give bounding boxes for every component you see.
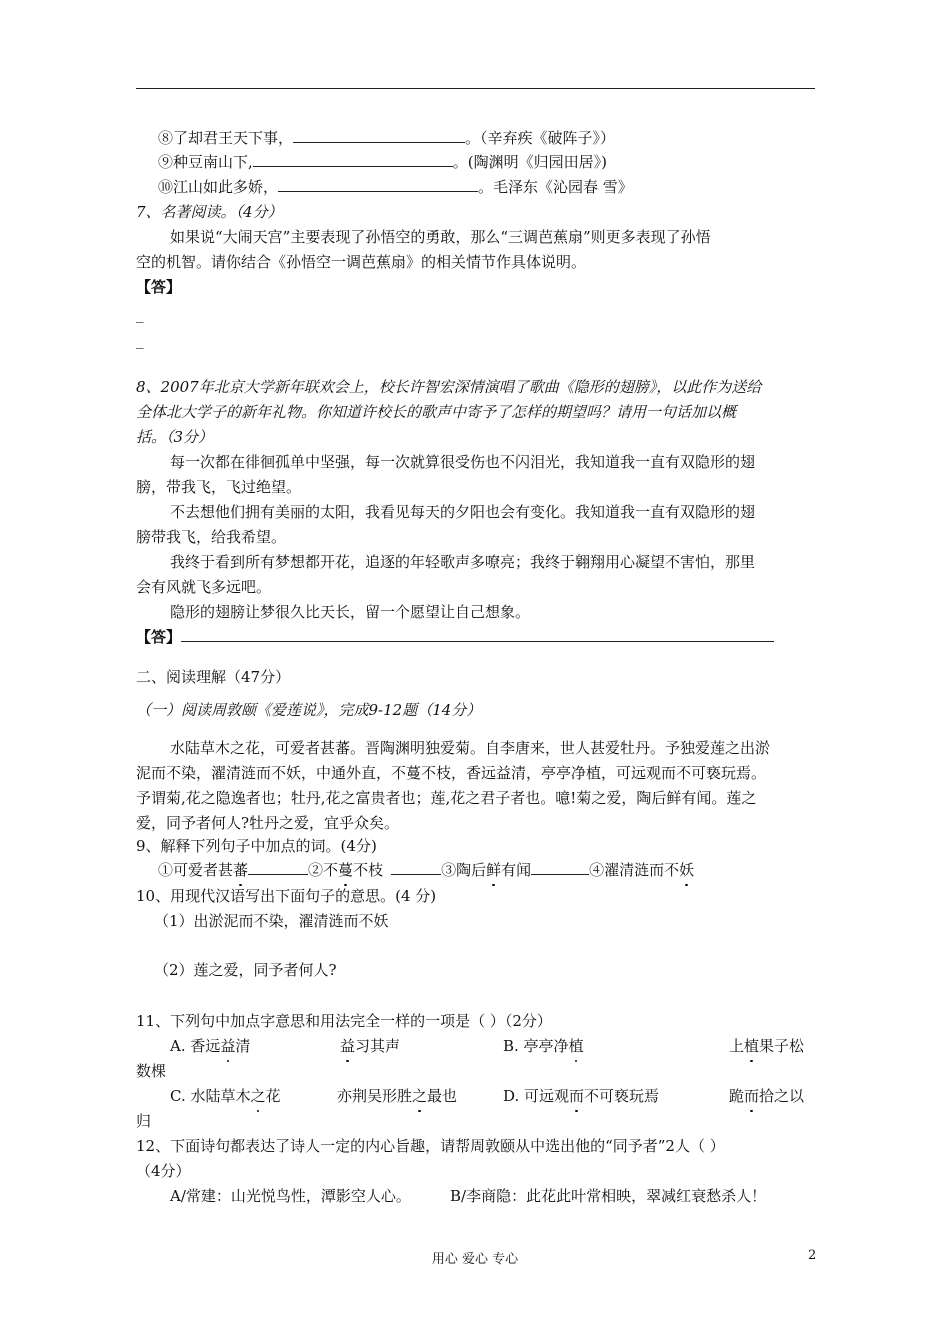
lyric-text: 膀，带我飞，飞过绝望。 bbox=[136, 478, 302, 496]
fill-item-10: ⑩江山如此多娇， 。毛泽东《沁园春 雪》 bbox=[158, 178, 633, 196]
q11-option-d-compare: 跪而拾之以 bbox=[729, 1087, 805, 1105]
q11-option-a: A. 香远益清 bbox=[170, 1037, 251, 1055]
lyric-text: 不去想他们拥有美丽的太阳，我看见每天的夕阳也会有变化。我知道我一直有双隐形的翅 bbox=[170, 503, 756, 521]
lyric-text: 每一次都在徘徊孤单中坚强，每一次就算很受伤也不闪泪光，我知道我一直有双隐形的翅 bbox=[170, 453, 756, 471]
q12-option-b: B/李商隐：此花此叶常相映，翠减红衰愁杀人！ bbox=[450, 1187, 767, 1205]
q11-option-c: C. 水陆草木之花 bbox=[170, 1087, 281, 1105]
q11-title: 11、下列句中加点字意思和用法完全一样的一项是（ ）（2分） bbox=[136, 1012, 552, 1030]
fill-item-8: ⑧了却君王天下事， 。（辛弃疾《破阵子》） bbox=[158, 129, 616, 147]
q12-option-a: A/常建：山光悦鸟性，潭影空人心。 bbox=[170, 1187, 411, 1205]
passage-text: 泥而不染，濯清涟而不妖，中通外直，不蔓不枝，香远益清，亭亭净植，可远观而不可亵玩焉。 bbox=[136, 764, 767, 782]
answer-mark: _ bbox=[136, 331, 144, 349]
q7-title: 7、名著阅读。（4分） bbox=[136, 203, 283, 221]
answer-blank[interactable] bbox=[531, 860, 589, 875]
lyric-text: 隐形的翅膀让梦很久比天长，留一个愿望让自己想象。 bbox=[170, 603, 531, 621]
q11-wrap: 数棵 bbox=[136, 1062, 167, 1080]
q11-option-c-compare: 亦荆吴形胜之最也 bbox=[337, 1087, 458, 1105]
answer-blank[interactable] bbox=[278, 177, 478, 192]
page-number: 2 bbox=[808, 1248, 817, 1263]
q12-title: 12、下面诗句都表达了诗人一定的内心旨趣，请帮周敦颐从中选出他的“同予者”2人（ ） bbox=[136, 1137, 725, 1155]
q9-items: ①可爱者甚蕃 ②不蔓不枝 ③陶后鲜有闻 ④濯清涟而不妖 bbox=[158, 861, 695, 879]
passage-text: 爱，同予者何人?牡丹之爱，宜乎众矣。 bbox=[136, 814, 400, 832]
q9-title: 9、解释下列句子中加点的词。(4分) bbox=[136, 837, 377, 855]
lyric-text: 我终于看到所有梦想都开花，追逐的年轻歌声多嘹亮；我终于翱翔用心凝望不害怕，那里 bbox=[170, 553, 756, 571]
answer-blank[interactable] bbox=[253, 152, 453, 167]
header-rule bbox=[136, 88, 815, 89]
q8-title: 全体北大学子的新年礼物。你知道许校长的歌声中寄予了怎样的期望吗？请用一句话加以概 bbox=[136, 403, 737, 421]
q8-title: 括。（3分） bbox=[136, 428, 214, 446]
answer-blank[interactable] bbox=[293, 128, 465, 143]
q11-option-b-compare: 上植果子松 bbox=[729, 1037, 805, 1055]
q10-sentence: （2）莲之爱，同予者何人? bbox=[154, 961, 337, 979]
answer-mark: _ bbox=[136, 305, 144, 323]
answer-line[interactable] bbox=[181, 627, 774, 642]
q11-wrap: 归 bbox=[136, 1112, 152, 1130]
passage-text: 予谓菊,花之隐逸者也；牡丹,花之富贵者也；莲,花之君子者也。噫!菊之爱，陶后鲜有闻。莲之 bbox=[136, 789, 757, 807]
lyric-text: 膀带我飞，给我希望。 bbox=[136, 528, 287, 546]
q8-answer bbox=[136, 627, 774, 647]
section-title: 二、阅读理解（47分） bbox=[136, 668, 291, 686]
lyric-text: 会有风就飞多远吧。 bbox=[136, 578, 272, 596]
q10-sentence: （1）出淤泥而不染，濯清涟而不妖 bbox=[154, 912, 389, 930]
answer-blank[interactable] bbox=[391, 860, 441, 875]
q8-title: 8、2007年北京大学新年联欢会上，校长许智宏深情演唱了歌曲《隐形的翅膀》，以此作为送给 bbox=[136, 378, 762, 396]
answer-label: 【答】 bbox=[136, 278, 182, 296]
footer-motto: 用心 爱心 专心 bbox=[431, 1252, 519, 1267]
answer-blank[interactable] bbox=[248, 860, 308, 875]
fill-item-9: ⑨种豆南山下, 。(陶渊明《归园田居》) bbox=[158, 153, 608, 171]
q11-option-d: D. 可远观而不可亵玩焉 bbox=[503, 1087, 660, 1105]
passage-text: 水陆草木之花，可爱者甚蕃。晋陶渊明独爱菊。自李唐来，世人甚爱牡丹。予独爱莲之出淤 bbox=[170, 739, 771, 757]
q7-body: 如果说“大闹天宫”主要表现了孙悟空的勇敢，那么“三调芭蕉扇”则更多表现了孙悟 bbox=[170, 228, 711, 246]
q11-option-a-compare: 益习其声 bbox=[340, 1037, 401, 1055]
q11-option-b: B. 亭亭净植 bbox=[503, 1037, 584, 1055]
q12-score: （4分） bbox=[136, 1162, 191, 1180]
q7-body: 空的机智。请你结合《孙悟空一调芭蕉扇》的相关情节作具体说明。 bbox=[136, 253, 587, 271]
subsection-title: （一）阅读周敦颐《爱莲说》，完成9-12题（14分） bbox=[136, 701, 482, 719]
answer-label: 【答】 bbox=[136, 628, 182, 646]
q10-title: 10、用现代汉语写出下面句子的意思。(4 分) bbox=[136, 887, 437, 905]
